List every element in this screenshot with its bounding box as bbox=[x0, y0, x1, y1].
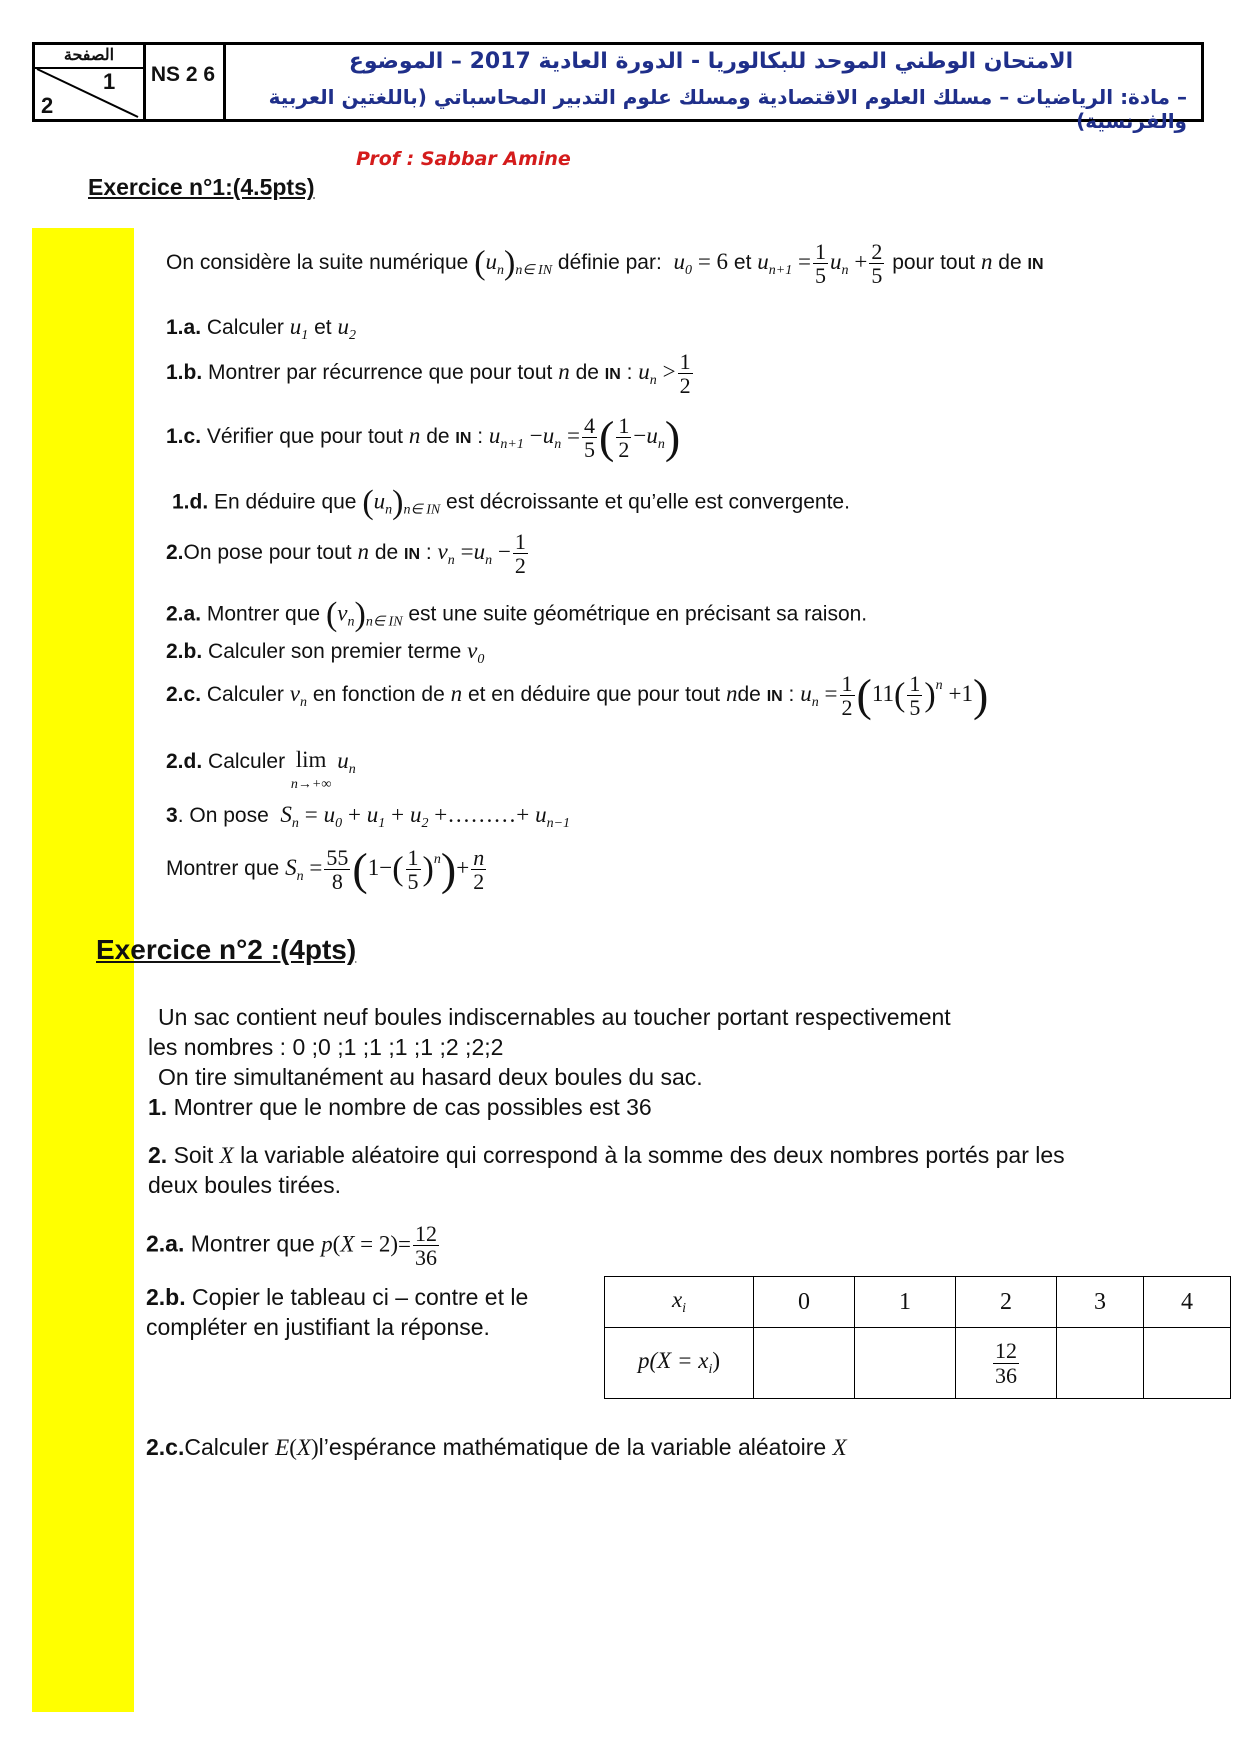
page-counter-box bbox=[35, 45, 146, 119]
table-cell bbox=[1057, 1328, 1144, 1399]
ex2-q2a: 2.a. Montrer que p(X = 2)= $\frac{12}{36}$ bbox=[146, 1221, 438, 1271]
ex1-q2a: 2.a. Montrer que $(v_n)_{n\in IN}$ est une suite géométrique en précisant sa raison. bbox=[166, 596, 868, 633]
ex1-q1a: 1.a. Calculer $u_1$ et $u_2$ bbox=[166, 314, 356, 343]
exam-code: NS 2 6 bbox=[150, 63, 216, 86]
ex2-q2: 2. Soit X la variable aléatoire qui correspond à la somme des deux nombres portés par les bbox=[148, 1142, 1065, 1168]
ex1-q2b: 2.b. Calculer son premier terme $v_0$ bbox=[166, 638, 485, 667]
ex2-p1: Un sac contient neuf boules indiscernables au toucher portant respectivement bbox=[158, 1004, 951, 1030]
ex2-q2c: 2.c.Calculer E(X)l’espérance mathématique de la variable aléatoire X bbox=[146, 1434, 847, 1460]
code-box bbox=[143, 45, 226, 119]
header-title: الامتحان الوطني الموحد للبكالوريا - الدورة العادية 2017 – الموضوع bbox=[348, 49, 1074, 74]
ex1-q1b: 1.b. Montrer par récurrence que pour tout n de IN : $u_n$ > $\frac{1}{2}$ bbox=[166, 349, 691, 399]
ex1-q2d: 2.d. Calculer lim n→+∞ $u_n$ bbox=[166, 747, 356, 792]
ex1-q2: 2.On pose pour tout n de IN : $v_n =u_n$ − $\frac{1}{2}$ bbox=[166, 529, 526, 579]
table-cell: 1 bbox=[855, 1277, 956, 1328]
page-total: 2 bbox=[41, 93, 54, 118]
ex1-q1c: 1.c. Vérifier que pour tout n de IN : $u_{n+1} -u_n$ = $\frac{4}{5}$ ( $\frac{1}{2}$ $-u_n$) bbox=[166, 411, 681, 463]
author: Prof : Sabbar Amine bbox=[356, 148, 571, 170]
exercise2-title: Exercice n°2 :(4pts) bbox=[96, 934, 357, 965]
table-cell: 2 bbox=[956, 1277, 1057, 1328]
table-cell: 0 bbox=[754, 1277, 855, 1328]
table-cell: 4 bbox=[1144, 1277, 1231, 1328]
exam-header bbox=[32, 42, 1204, 133]
yellow-margin-bar bbox=[32, 228, 134, 1712]
table-cell bbox=[855, 1328, 956, 1399]
ex2-p3: On tire simultanément au hasard deux boules du sac. bbox=[158, 1064, 703, 1090]
ex2-q1: 1. Montrer que le nombre de cas possibles est 36 bbox=[148, 1094, 652, 1120]
page-current: 1 bbox=[103, 69, 116, 94]
ex2-q2b: 2.b. Copier le tableau ci – contre et le bbox=[146, 1284, 529, 1310]
table-row bbox=[605, 1277, 1231, 1328]
ex1-q3-show: Montrer que $S_n$ = $\frac{55}{8}$ (1−( $\frac{1}{5}$ )$^n$)+ $\frac{n}{2}$ bbox=[166, 843, 485, 895]
header-subtitle: – مادة: الرياضيات – مسلك العلوم الاقتصادية ومسلك علوم التدبير المحاسباتي (باللغتين العربية والفرنسية) bbox=[268, 85, 1187, 133]
ex1-intro: On considère la suite numérique $(u_n)_{n\in IN}$ définie par: $u_0 = 6$ et $u_{n+1}$ = $\frac{1}{5}$ $u_n$ + $\frac{2}{5}$ pour tout n de IN bbox=[166, 239, 1044, 289]
ex2-q2b-cont: compléter en justifiant la réponse. bbox=[146, 1314, 490, 1340]
ex2-q2-cont: deux boules tirées. bbox=[148, 1172, 342, 1198]
ex1-q1d: 1.d. En déduire que $(u_n)_{n\in IN}$ est décroissante et qu’elle est convergente. bbox=[172, 484, 850, 521]
table-head-x: $x_i$ bbox=[605, 1277, 754, 1328]
table-cell: $\frac{12}{36}$ bbox=[956, 1328, 1057, 1399]
probability-table bbox=[604, 1276, 1231, 1399]
table-cell bbox=[754, 1328, 855, 1399]
ex2-p2: les nombres : 0 ;0 ;1 ;1 ;1 ;1 ;2 ;2;2 bbox=[148, 1034, 504, 1060]
ex1-q2c: 2.c. Calculer $v_n$ en fonction de n et en déduire que pour tout nde IN : $u_n$ = $\frac{1}{2}$ (11( $\frac{1}{5}$ )$^n$ +1) bbox=[166, 669, 989, 721]
ex1-q3: 3. On pose $S_n = u_0 + u_1 + u_2$ +………+ $u_{n-1}$ bbox=[166, 802, 571, 831]
table-cell: 3 bbox=[1057, 1277, 1144, 1328]
page-label: الصفحة bbox=[35, 45, 143, 69]
exercise1-title: Exercice n°1:(4.5pts) bbox=[88, 174, 315, 200]
table-cell bbox=[1144, 1328, 1231, 1399]
table-row bbox=[605, 1328, 1231, 1399]
table-head-p: $p(X = x_i)$ bbox=[605, 1328, 754, 1399]
